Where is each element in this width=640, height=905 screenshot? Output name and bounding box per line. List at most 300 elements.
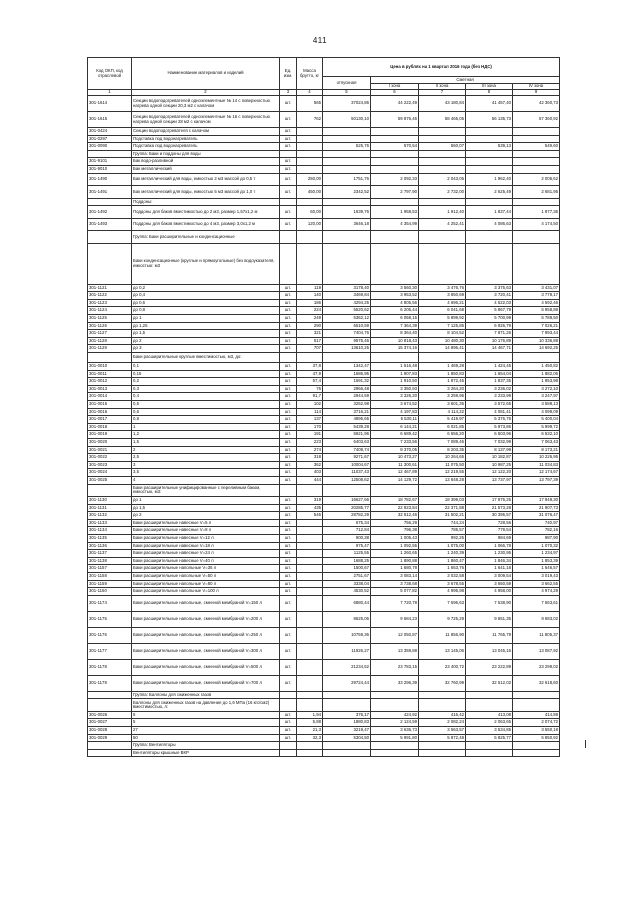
cell-code: 301-1136 <box>88 542 132 550</box>
cell-name: 50 <box>132 734 280 742</box>
cell-release-price <box>323 742 371 750</box>
table-row <box>88 378 560 386</box>
cell-mass <box>297 557 323 565</box>
cell-mass <box>297 158 323 166</box>
table-row <box>88 469 560 477</box>
cell-code: 301-0297 <box>88 135 132 143</box>
cell-zone-1-price: 6 205,44 <box>371 307 419 315</box>
cell-mass: 403 <box>297 469 323 477</box>
cell-release-price <box>323 198 371 206</box>
cell-name: Поддоны для баков вместимостью до 4 м3, размер 3,0х1,2 м <box>132 218 280 231</box>
cell-name: Баки расширительные напольные V=80 л <box>132 580 280 588</box>
table-row <box>88 315 560 323</box>
cell-unit: шт. <box>280 128 297 136</box>
table-row <box>88 337 560 345</box>
cell-zone-1-price: 4 805,56 <box>371 299 419 307</box>
cell-release-price: 10759,36 <box>323 627 371 643</box>
cell-name: до 0,2 <box>132 284 280 292</box>
cell-zone-2-price: 1 653,76 <box>419 565 466 573</box>
cell-name: Бак металлический для воды, емкостью 5 м3 массой до 1,0 т <box>132 186 280 199</box>
cell-zone-2-price: 785,57 <box>419 527 466 535</box>
cell-mass: 191 <box>297 431 323 439</box>
cell-name: 0,2 <box>132 378 280 386</box>
cell-zone-1-price: 1 910,50 <box>371 378 419 386</box>
cell-code: 301-1130 <box>88 497 132 505</box>
header-zone-4: IV зона <box>513 83 560 90</box>
cell-code: 301-1121 <box>88 284 132 292</box>
cell-zone-4-price: 5 999,72 <box>513 423 560 431</box>
cell-zone-4-price: 5 958,88 <box>513 307 560 315</box>
cell-mass: 290 <box>297 322 323 330</box>
cell-name: Баки расширительные напольные, сменной мембраной V=300 л <box>132 643 280 659</box>
cell-zone-3-price: 10 176,89 <box>466 337 513 345</box>
cell-zone-2-price <box>419 158 466 166</box>
cell-zone-2-price: 43 180,84 <box>419 96 466 112</box>
cell-name: Вентиляторы крышные ВКР <box>132 749 280 757</box>
cell-zone-4-price: 10 226,95 <box>513 454 560 462</box>
table-row <box>88 408 560 416</box>
cell-unit: шт. <box>280 218 297 231</box>
cell-zone-1-price <box>371 135 419 143</box>
cell-zone-2-price: 8 203,35 <box>419 446 466 454</box>
cell-zone-3-price: 5 825,77 <box>466 734 513 742</box>
cell-name: до 1,5 <box>132 504 280 512</box>
cell-zone-4-price: 23 299,02 <box>513 659 560 675</box>
cell-release-price <box>323 749 371 757</box>
cell-zone-3-price: 13 045,16 <box>466 643 513 659</box>
cell-code <box>88 691 132 699</box>
cell-release-price <box>323 231 371 244</box>
cell-zone-4-price: 21 907,73 <box>513 504 560 512</box>
cell-release-price: 2342,52 <box>323 186 371 199</box>
cell-zone-1-price: 5 991,80 <box>371 734 419 742</box>
cell-name: Баки расширительные напольные, сменной мембраной V=500 л <box>132 659 280 675</box>
cell-release-price: 4530,52 <box>323 588 371 596</box>
cell-zone-1-price <box>371 691 419 699</box>
cell-unit: шт. <box>280 512 297 520</box>
cell-code: 301-1125 <box>88 315 132 323</box>
cell-zone-4-price <box>513 691 560 699</box>
cell-mass: 47,9 <box>297 370 323 378</box>
cell-release-price: 1686,95 <box>323 370 371 378</box>
cell-name: до 1,5 <box>132 330 280 338</box>
cell-code: 301-1160 <box>88 588 132 596</box>
cell-zone-4-price: 57 360,92 <box>513 112 560 128</box>
cell-unit: шт. <box>280 572 297 580</box>
cell-unit: шт. <box>280 173 297 186</box>
cell-unit: шт. <box>280 734 297 742</box>
cell-zone-4-price <box>513 749 560 757</box>
table-row <box>88 128 560 136</box>
table-row <box>88 527 560 535</box>
cell-release-price: 376,17 <box>323 711 371 719</box>
cell-zone-3-price: 5 376,76 <box>466 416 513 424</box>
cell-zone-4-price <box>513 353 560 363</box>
cell-zone-1-price: 5 530,11 <box>371 416 419 424</box>
cell-zone-3-price: 3 233,99 <box>466 393 513 401</box>
cell-zone-4-price <box>513 135 560 143</box>
cell-unit <box>280 231 297 244</box>
table-row <box>88 143 560 151</box>
cell-zone-1-price: 1 516,48 <box>371 363 419 371</box>
cell-zone-4-price: 414,88 <box>513 711 560 719</box>
cell-zone-2-price: 3 678,55 <box>419 580 466 588</box>
cell-zone-4-price: 4 174,50 <box>513 218 560 231</box>
table-row <box>88 580 560 588</box>
cell-zone-2-price: 3 601,35 <box>419 400 466 408</box>
cell-name: 4 <box>132 476 280 484</box>
table-row <box>88 292 560 300</box>
cell-zone-2-price <box>419 691 466 699</box>
cell-zone-3-price: 1 230,95 <box>466 550 513 558</box>
cell-zone-3-price: 539,13 <box>466 143 513 151</box>
cell-mass: 5,88 <box>297 719 323 727</box>
cell-zone-2-price: 32 760,99 <box>419 675 466 691</box>
cell-zone-2-price: 18 399,03 <box>419 497 466 505</box>
cell-name: до 0,6 <box>132 299 280 307</box>
cell-unit <box>280 198 297 206</box>
cell-unit: шт. <box>280 659 297 675</box>
cell-mass <box>297 231 323 244</box>
cell-zone-4-price: 1 877,36 <box>513 206 560 219</box>
cell-zone-3-price: 1 654,04 <box>466 370 513 378</box>
table-row <box>88 330 560 338</box>
cell-mass <box>297 675 323 691</box>
cell-zone-4-price: 782,16 <box>513 527 560 535</box>
cell-code: 301-0024 <box>88 469 132 477</box>
cell-name: до 1 <box>132 497 280 505</box>
cell-zone-4-price <box>513 198 560 206</box>
cell-mass: 565 <box>297 96 323 112</box>
cell-release-price: 16627,66 <box>323 497 371 505</box>
cell-zone-3-price <box>466 484 513 497</box>
page-number: 411 <box>312 36 328 45</box>
cell-zone-3-price: 3 720,41 <box>466 292 513 300</box>
cell-zone-1-price <box>371 742 419 750</box>
cell-code: 301-1179 <box>88 675 132 691</box>
cell-code: 301-0027 <box>88 719 132 727</box>
cell-zone-1-price: 3 636,73 <box>371 727 419 735</box>
cell-release-price <box>323 135 371 143</box>
cell-zone-1-price: 2 797,90 <box>371 186 419 199</box>
cell-zone-1-price: 3 560,30 <box>371 284 419 292</box>
cell-zone-2-price: 13 145,06 <box>419 643 466 659</box>
cell-mass: 450,00 <box>297 186 323 199</box>
cell-zone-3-price: 10 987,25 <box>466 461 513 469</box>
cell-zone-2-price: 5 872,48 <box>419 734 466 742</box>
cell-unit: шт. <box>280 627 297 643</box>
cell-zone-1-price: 1 092,55 <box>371 542 419 550</box>
header-unit: Ед. изм. <box>280 58 297 90</box>
cell-zone-4-price <box>513 158 560 166</box>
table-row <box>88 400 560 408</box>
cell-zone-4-price: 1 853,39 <box>513 557 560 565</box>
cell-name: Баки расширительные напольные, сменной мембраной V=700 л <box>132 675 280 691</box>
table-row <box>88 588 560 596</box>
cell-unit: шт. <box>280 408 297 416</box>
cell-code: 301-1157 <box>88 565 132 573</box>
cell-zone-2-price: 1 860,47 <box>419 557 466 565</box>
cell-code: 301-1490 <box>88 173 132 186</box>
cell-mass <box>297 595 323 611</box>
cell-name: Поддоны: <box>132 198 280 206</box>
cell-mass <box>297 627 323 643</box>
cell-unit: шт. <box>280 469 297 477</box>
cell-zone-4-price: 5 789,50 <box>513 315 560 323</box>
table-row <box>88 243 560 284</box>
cell-zone-3-price: 6 926,79 <box>466 322 513 330</box>
cell-zone-4-price: 3 431,07 <box>513 284 560 292</box>
cell-zone-2-price: 1 912,40 <box>419 206 466 219</box>
cell-zone-2-price <box>419 353 466 363</box>
cell-code: 301-0020 <box>88 438 132 446</box>
cell-mass <box>297 135 323 143</box>
cell-zone-2-price: 1 850,83 <box>419 370 466 378</box>
cell-zone-4-price: 1 450,82 <box>513 363 560 371</box>
table-row <box>88 438 560 446</box>
cell-unit: шт. <box>280 565 297 573</box>
cell-code: 301-0018 <box>88 423 132 431</box>
cell-unit: шт. <box>280 345 297 353</box>
cell-name: 0,3 <box>132 385 280 393</box>
cell-zone-1-price: 10 818,43 <box>371 337 419 345</box>
cell-zone-1-price: 3 326,20 <box>371 393 419 401</box>
cell-mass <box>297 742 323 750</box>
cell-release-price <box>323 699 371 712</box>
cell-zone-2-price: 4 114,22 <box>419 408 466 416</box>
cell-zone-2-price: 7 089,46 <box>419 438 466 446</box>
group-row <box>88 742 560 750</box>
cell-zone-1-price <box>371 158 419 166</box>
cell-unit: шт. <box>280 143 297 151</box>
cell-release-price: 50130,10 <box>323 112 371 128</box>
cell-zone-1-price <box>371 699 419 712</box>
cell-code: 301-1178 <box>88 659 132 675</box>
table-row <box>88 96 560 112</box>
cell-unit: шт. <box>280 675 297 691</box>
cell-name: Подставка под водонагреватель <box>132 135 280 143</box>
cell-code: 301-0022 <box>88 454 132 462</box>
cell-code <box>88 150 132 158</box>
cell-zone-4-price: 1 070,32 <box>513 542 560 550</box>
cell-zone-1-price: 15 374,16 <box>371 345 419 353</box>
cell-name: 3 <box>132 461 280 469</box>
cell-zone-2-price <box>419 243 466 284</box>
cell-code: 301-1133 <box>88 519 132 527</box>
table-row <box>88 158 560 166</box>
cell-name: 3,5 <box>132 469 280 477</box>
cell-mass <box>297 550 323 558</box>
cell-zone-4-price: 13 797,39 <box>513 476 560 484</box>
column-number: 6 <box>371 90 419 96</box>
cell-code: 301-0028 <box>88 727 132 735</box>
cell-zone-2-price: 11 856,90 <box>419 627 466 643</box>
cell-code <box>88 484 132 497</box>
cell-code: 301-1126 <box>88 322 132 330</box>
cell-name: Баки расширительные навесные V=12 л <box>132 534 280 542</box>
cell-mass <box>297 611 323 627</box>
cell-unit: шт. <box>280 727 297 735</box>
cell-zone-3-price <box>466 699 513 712</box>
cell-code: 301-1493 <box>88 218 132 231</box>
cell-name: Бак водо-разливной <box>132 158 280 166</box>
cell-unit <box>280 691 297 699</box>
cell-name: 2 <box>132 446 280 454</box>
cell-code: 301-0015 <box>88 400 132 408</box>
cell-zone-3-price: 4 081,41 <box>466 408 513 416</box>
cell-zone-4-price: 32 618,60 <box>513 675 560 691</box>
cell-zone-2-price: 3 259,95 <box>419 393 466 401</box>
cell-release-price: 3252,98 <box>323 400 371 408</box>
cell-zone-4-price: 12 174,67 <box>513 469 560 477</box>
header-zone-2: II зона <box>419 83 466 90</box>
cell-code: 301-0021 <box>88 446 132 454</box>
cell-zone-3-price: 13 737,97 <box>466 476 513 484</box>
cell-mass: 76 <box>297 385 323 393</box>
cell-zone-1-price: 3 083,14 <box>371 572 419 580</box>
cell-zone-1-price <box>371 198 419 206</box>
cell-mass: 224 <box>297 307 323 315</box>
cell-zone-4-price: 4 099,09 <box>513 408 560 416</box>
cell-zone-3-price: 413,08 <box>466 711 513 719</box>
cell-zone-3-price: 3 534,85 <box>466 727 513 735</box>
cell-unit: шт. <box>280 315 297 323</box>
cell-mass <box>297 749 323 757</box>
cell-zone-3-price <box>466 198 513 206</box>
cell-release-price: 28782,29 <box>323 512 371 520</box>
cell-zone-3-price: 1 066,78 <box>466 542 513 550</box>
cell-zone-1-price: 4 354,99 <box>371 218 419 231</box>
cell-zone-2-price: 3 563,57 <box>419 727 466 735</box>
cell-unit: шт. <box>280 299 297 307</box>
cell-release-price <box>323 243 371 284</box>
cell-zone-4-price: 5 400,04 <box>513 416 560 424</box>
cell-zone-3-price: 1 846,34 <box>466 557 513 565</box>
cell-mass: 362 <box>297 461 323 469</box>
cell-name: Баки расширительные навесные V=5 л <box>132 519 280 527</box>
cell-zone-2-price: 1 872,45 <box>419 378 466 386</box>
table-row <box>88 363 560 371</box>
cell-zone-4-price: 740,97 <box>513 519 560 527</box>
table-row <box>88 719 560 727</box>
cell-zone-4-price: 31 076,47 <box>513 512 560 520</box>
cell-zone-2-price: 8 104,52 <box>419 330 466 338</box>
column-number: 2 <box>132 90 280 96</box>
cell-release-price: 7409,74 <box>323 446 371 454</box>
cell-zone-2-price: 4 995,98 <box>419 588 466 596</box>
cell-zone-1-price: 32 512,46 <box>371 512 419 520</box>
cell-release-price: 37024,86 <box>323 96 371 112</box>
cell-name: Секции водоподогревателей одноэлементные № 14 с поверхностью нагрева одной секции 20,3 м2 с калачом <box>132 96 280 112</box>
cell-zone-3-price <box>466 353 513 363</box>
cell-unit: шт. <box>280 461 297 469</box>
header-mass: Масса брутто, кг <box>297 58 323 90</box>
table-row <box>88 370 560 378</box>
cell-release-price <box>323 165 371 173</box>
cell-zone-2-price <box>419 135 466 143</box>
cell-zone-2-price: 3 264,20 <box>419 385 466 393</box>
cell-code: 301-0026 <box>88 711 132 719</box>
cell-name: до 1,25 <box>132 322 280 330</box>
table-row <box>88 565 560 573</box>
cell-zone-4-price: 3 662,55 <box>513 580 560 588</box>
cell-zone-3-price: 30 395,57 <box>466 512 513 520</box>
cell-zone-3-price: 1 837,44 <box>466 206 513 219</box>
cell-zone-1-price: 1 260,65 <box>371 550 419 558</box>
cell-zone-1-price: 8 370,05 <box>371 446 419 454</box>
cell-code: 301-1176 <box>88 627 132 643</box>
cell-mass: 120,00 <box>297 218 323 231</box>
cell-release-price <box>323 353 371 363</box>
cell-zone-1-price: 10 473,27 <box>371 454 419 462</box>
header-zone-1: I зона <box>371 83 419 90</box>
cell-name: Группа: Баки расширительные и конденсационные <box>132 231 280 244</box>
cell-zone-3-price: 4 958,00 <box>466 588 513 596</box>
cell-name: до 0,4 <box>132 292 280 300</box>
cell-mass <box>297 572 323 580</box>
header-price-title: Цена в рублях на 1 квартал 2016 года (без НДС) <box>323 58 560 77</box>
cell-zone-2-price: 560,07 <box>419 143 466 151</box>
cell-zone-1-price: 6 058,15 <box>371 315 419 323</box>
cell-unit: шт. <box>280 337 297 345</box>
price-table <box>87 57 560 757</box>
table-row <box>88 484 560 497</box>
cell-code: 301-1177 <box>88 643 132 659</box>
cell-zone-4-price: 1 882,06 <box>513 370 560 378</box>
cell-zone-1-price: 1 005,43 <box>371 534 419 542</box>
cell-mass <box>297 534 323 542</box>
cell-zone-1-price: 2 092,33 <box>371 173 419 186</box>
cell-zone-2-price: 744,24 <box>419 519 466 527</box>
table-body <box>88 96 560 757</box>
cell-name: 27 <box>132 727 280 735</box>
cell-release-price: 11926,27 <box>323 643 371 659</box>
table-row <box>88 454 560 462</box>
cell-release-price: 3716,21 <box>323 408 371 416</box>
cell-zone-2-price: 22 371,88 <box>419 504 466 512</box>
cell-mass: 319 <box>297 497 323 505</box>
cell-zone-3-price: 3 009,54 <box>466 572 513 580</box>
cell-unit: шт. <box>280 476 297 484</box>
cell-unit: шт. <box>280 112 297 128</box>
column-number: 4 <box>297 90 323 96</box>
cell-zone-2-price: 416,42 <box>419 711 466 719</box>
header-zone-3: III зона <box>466 83 513 90</box>
table-row <box>88 595 560 611</box>
cell-zone-1-price: 3 953,52 <box>371 292 419 300</box>
cell-mass: 170 <box>297 423 323 431</box>
cell-zone-2-price: 4 252,41 <box>419 218 466 231</box>
cell-zone-3-price: 1 424,45 <box>466 363 513 371</box>
cell-name: 2,5 <box>132 454 280 462</box>
cell-zone-1-price: 14 129,72 <box>371 476 419 484</box>
cell-mass <box>297 580 323 588</box>
cell-unit: шт. <box>280 431 297 439</box>
table-row <box>88 446 560 454</box>
cell-code: 301-0023 <box>88 461 132 469</box>
table-row <box>88 135 560 143</box>
cell-name: Поддоны для баков вместимостью до 2 м3, размер 1,57х1,2 м <box>132 206 280 219</box>
cell-code: 301-0011 <box>88 370 132 378</box>
cell-code: 301-1615 <box>88 112 132 128</box>
cell-mass: 435 <box>297 504 323 512</box>
cell-unit <box>280 243 297 284</box>
cell-zone-3-price: 5 700,99 <box>466 315 513 323</box>
cell-zone-3-price: 12 122,20 <box>466 469 513 477</box>
cell-name: Группа: Баки и поддоны для воды <box>132 150 280 158</box>
cell-code: 301-1127 <box>88 330 132 338</box>
cell-mass <box>297 143 323 151</box>
